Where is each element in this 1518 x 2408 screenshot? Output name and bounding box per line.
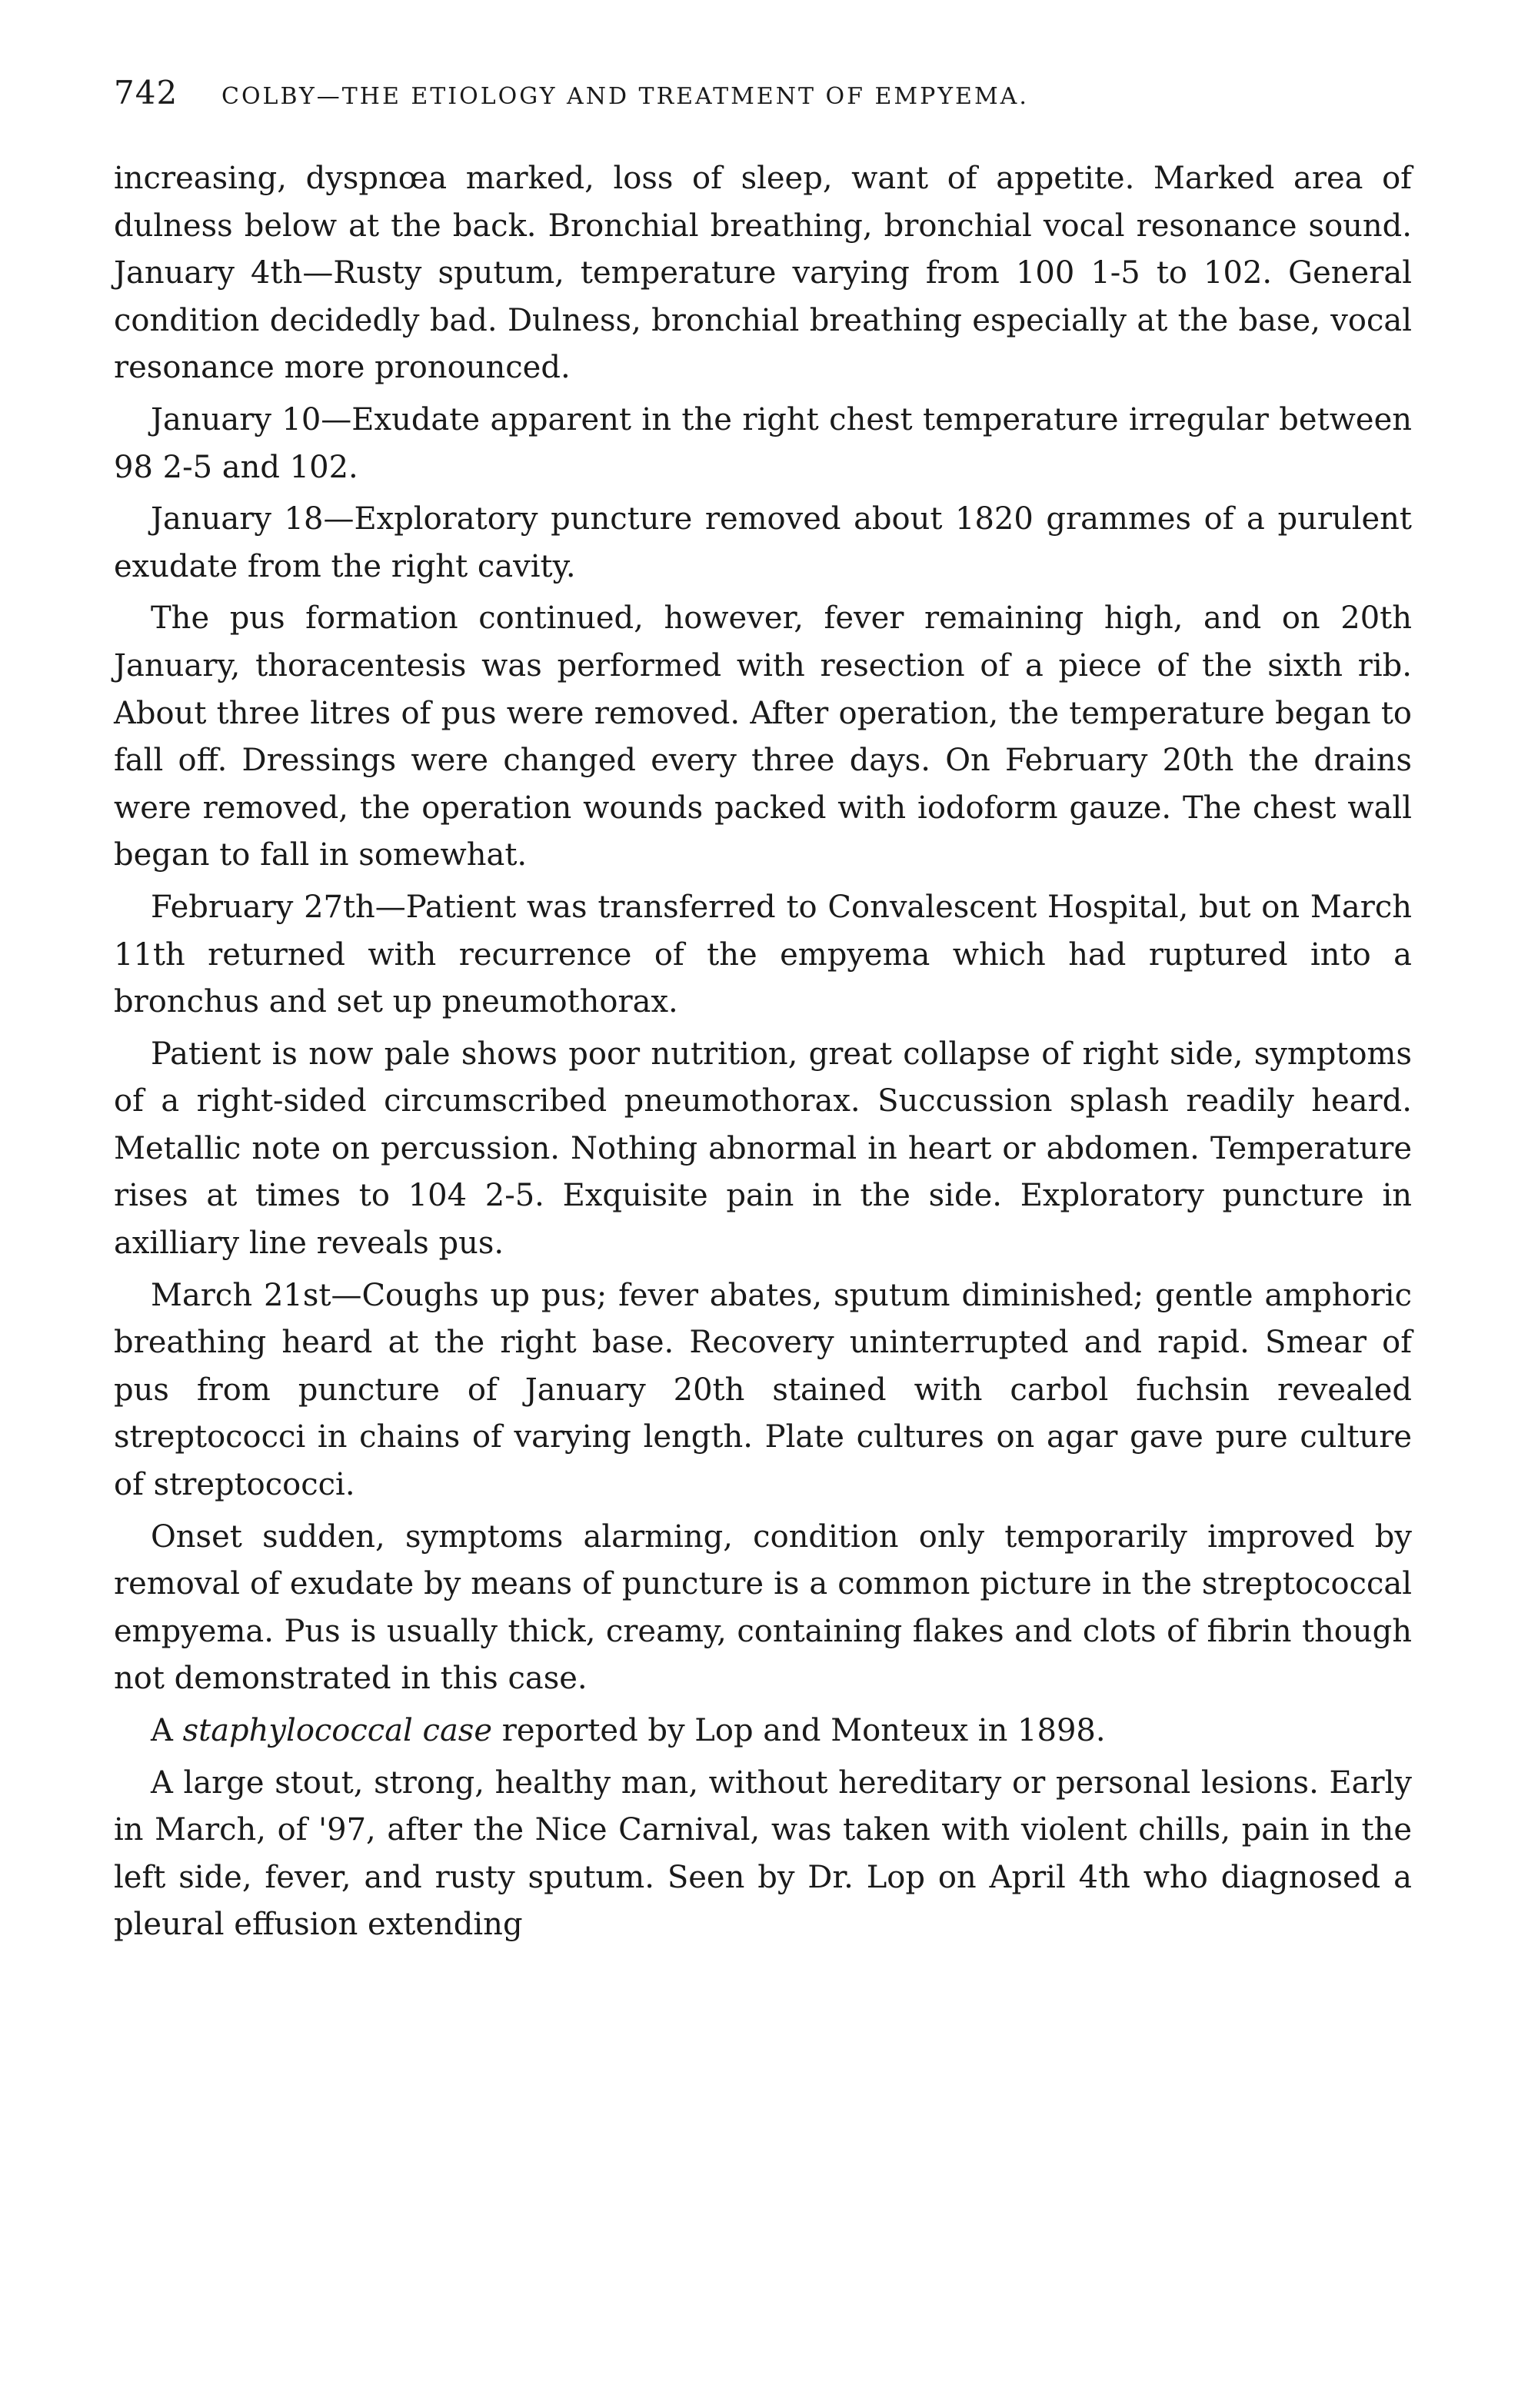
paragraph: Onset sudden, symptoms alarming, condition only temporarily improved by removal of exudate by means of puncture is a common picture in the streptococcal empyema. Pus is usually thick, creamy, containing flakes and clots of fibrin though not demonstrated in this case. — [114, 1518, 1412, 1697]
paragraph: A large stout, strong, healthy man, without hereditary or personal lesions. Early in March, of '97, after the Nice Carnival, was taken with violent chills, pain in the left side, fever, and rusty sputum. Seen by Dr. Lop on April 4th who diagnosed a pleural effusion extending — [114, 1764, 1412, 1943]
paragraph: January 10—Exudate apparent in the right chest temperature irregular between 98 2-5 and 102. — [114, 401, 1412, 485]
paragraph: increasing, dyspnœa marked, loss of sleep, want of appetite. Marked area of dulness below at the back. Bronchial breathing, bronchial vocal resonance sound. January 4th—Rusty sputum, temperature varying from 100 1-5 to 102. General condition decidedly bad. Dulness, bronchial breathing especially at the base, vocal resonance more pronounced. — [114, 161, 1412, 386]
running-head — [114, 74, 1412, 132]
document-page — [114, 74, 1412, 1949]
paragraph: February 27th—Patient was transferred to Convalescent Hospital, but on March 11th returned with recurrence of the empyema which had ruptured into a bronchus and set up pneumothorax. — [114, 889, 1412, 1020]
page-number: 742 — [114, 74, 178, 111]
body-text — [114, 155, 1412, 1949]
paragraph-suffix: reported by Lop and Monteux in 1898. — [492, 1713, 1106, 1748]
paragraph: The pus formation continued, however, fever remaining high, and on 20th January, thoracentesis was performed with resection of a piece of the sixth rib. About three litres of pus were removed. After operation, the temperature began to fall off. Dressings were changed every three days. On February 20th the drains were removed, the operation wounds packed with iodoform gauze. The chest wall began to fall in somewhat. — [114, 600, 1412, 873]
paragraph-prefix: A — [151, 1713, 183, 1748]
paragraph: Patient is now pale shows poor nutrition, great collapse of right side, symptoms of a right-sided circumscribed pneumothorax. Succussion splash readily heard. Metallic note on percussion. Nothing abnormal in heart or abdomen. Temperature rises at times to 104 2-5. Exquisite pain in the side. Exploratory puncture in axilliary line reveals pus. — [114, 1036, 1412, 1262]
paragraph: January 18—Exploratory puncture removed about 1820 grammes of a purulent exudate from the right cavity. — [114, 501, 1412, 584]
paragraph: March 21st—Coughs up pus; fever abates, sputum diminished; gentle amphoric breathing heard at the right base. Recovery uninterrupted and rapid. Smear of pus from puncture of January 20th stained with carbol fuchsin revealed streptococci in chains of varying length. Plate cultures on agar gave pure culture of streptococci. — [114, 1277, 1412, 1503]
italic-case-label: staphylococcal case — [182, 1713, 492, 1748]
paragraph — [114, 1708, 1412, 1755]
running-title: COLBY—THE ETIOLOGY AND TREATMENT OF EMPYEMA. — [221, 83, 1029, 110]
